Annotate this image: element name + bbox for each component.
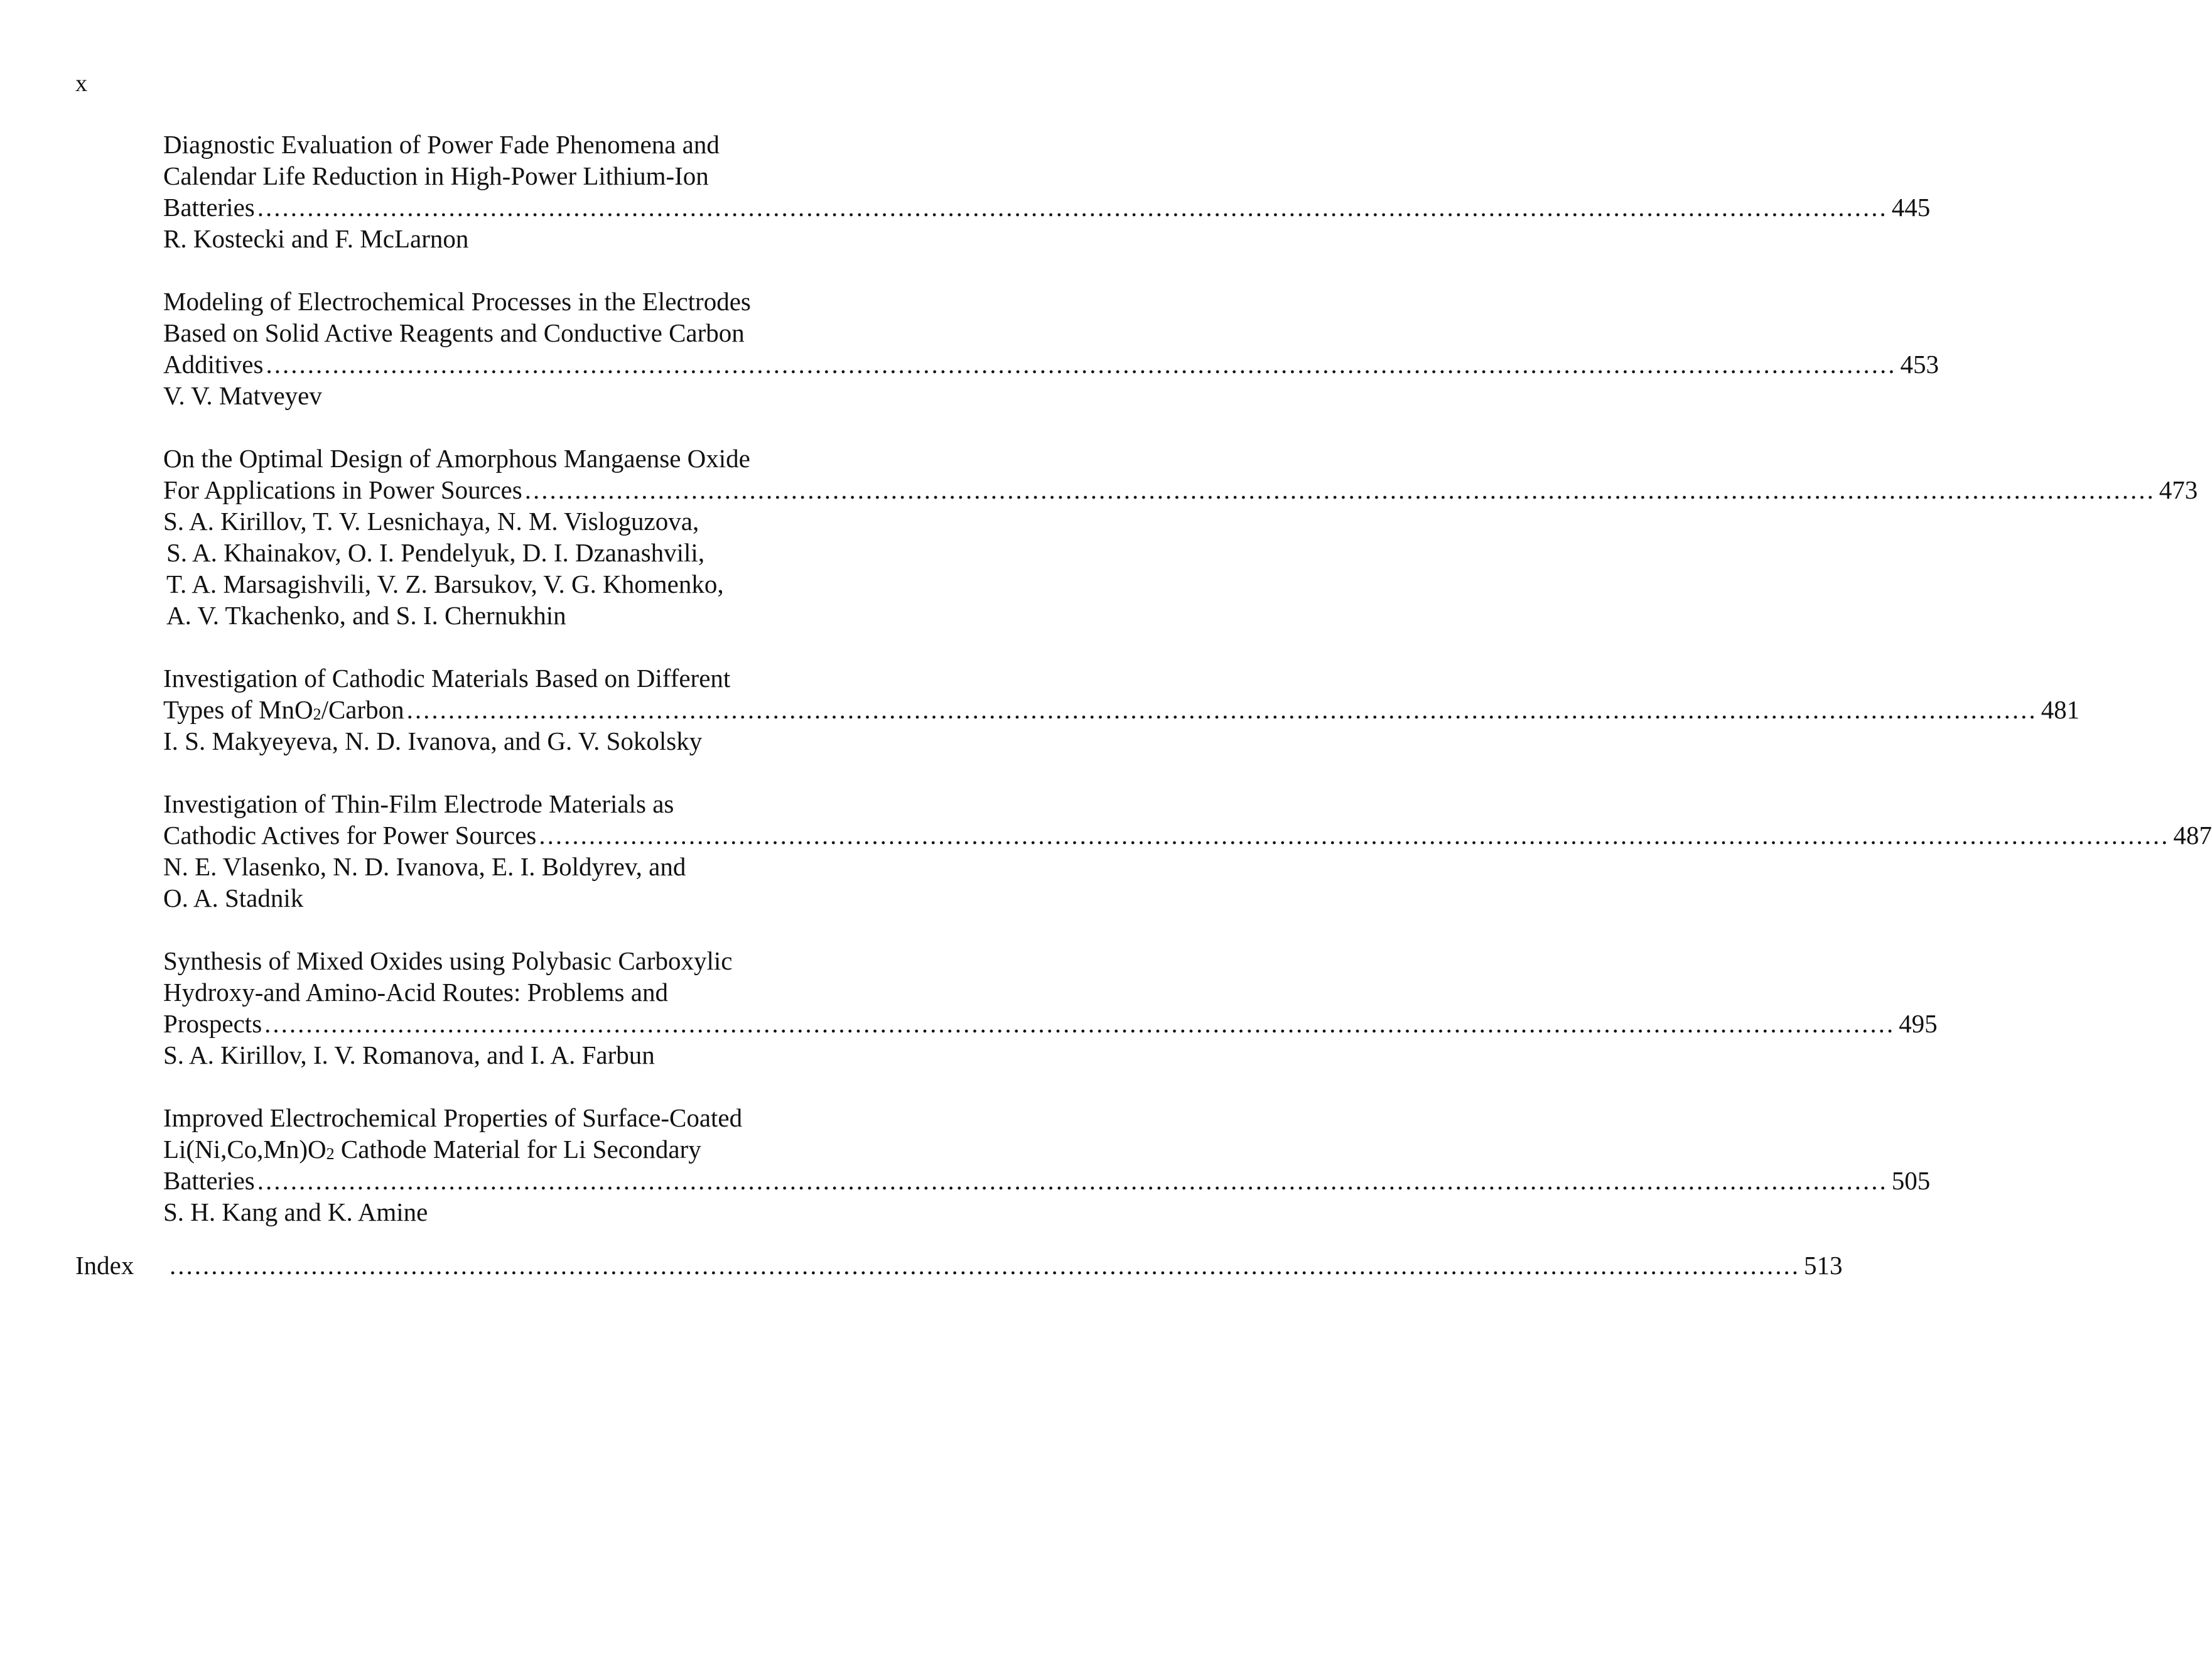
index-label: Index bbox=[75, 1251, 134, 1280]
table-of-contents bbox=[163, 129, 2212, 1259]
entry-authors: T. A. Marsagishvili, V. Z. Barsukov, V. G. Khomenko, bbox=[166, 570, 724, 598]
entry-title-line: Prospects bbox=[163, 1009, 262, 1038]
dot-leader: .................................................................................................................................................................................................... bbox=[170, 1251, 1800, 1280]
page-ref[interactable]: 481 bbox=[2041, 695, 2080, 724]
title-text: Types of MnO bbox=[163, 695, 313, 724]
entry-title-line: Batteries bbox=[163, 1166, 255, 1195]
toc-entry[interactable] bbox=[163, 129, 1931, 254]
entry-title-last-line bbox=[163, 474, 2198, 505]
page-ref[interactable]: 495 bbox=[1899, 1009, 1938, 1038]
entry-authors: R. Kostecki and F. McLarnon bbox=[163, 224, 469, 253]
entry-title-line: Improved Electrochemical Properties of Surface-Coated bbox=[163, 1103, 743, 1132]
title-text: Cathode Material for Li Secondary bbox=[334, 1135, 701, 1164]
entry-title-line: Investigation of Thin-Film Electrode Materials as bbox=[163, 789, 674, 818]
index-entry[interactable] bbox=[75, 1250, 1843, 1281]
entry-authors: S. H. Kang and K. Amine bbox=[163, 1197, 428, 1226]
dot-leader: .................................................................................................................................................................................................... bbox=[266, 350, 1897, 379]
entry-title-last-line bbox=[163, 192, 1931, 223]
entry-title-line: Diagnostic Evaluation of Power Fade Phenomena and bbox=[163, 130, 720, 159]
title-text: Li(Ni,Co,Mn)O bbox=[163, 1135, 326, 1164]
entry-title-line: On the Optimal Design of Amorphous Mangaense Oxide bbox=[163, 444, 750, 473]
toc-entry[interactable] bbox=[163, 1102, 1931, 1228]
page-ref[interactable]: 453 bbox=[1900, 350, 1939, 379]
entry-title-line: Investigation of Cathodic Materials Based on Different bbox=[163, 664, 731, 693]
title-text: /Carbon bbox=[321, 695, 404, 724]
subscript: 2 bbox=[313, 705, 321, 723]
entry-title-line bbox=[163, 1133, 914, 1165]
entry-title-last-line bbox=[163, 349, 1939, 380]
entry-authors: I. S. Makyeyeva, N. D. Ivanova, and G. V. Sokolsky bbox=[163, 727, 703, 755]
entry-title-line: Cathodic Actives for Power Sources bbox=[163, 821, 537, 850]
entry-title-line bbox=[163, 694, 404, 725]
page-ref[interactable]: 487 bbox=[2173, 821, 2212, 850]
entry-title-line: Hydroxy-and Amino-Acid Routes: Problems and bbox=[163, 978, 668, 1007]
toc-entry[interactable] bbox=[163, 286, 1939, 411]
page-ref[interactable]: 473 bbox=[2159, 475, 2198, 504]
subscript: 2 bbox=[326, 1145, 335, 1163]
dot-leader: .................................................................................................................................................................................................... bbox=[257, 193, 1888, 222]
entry-authors: S. A. Khainakov, O. I. Pendelyuk, D. I. Dzanashvili, bbox=[166, 538, 705, 567]
dot-leader: .................................................................................................................................................................................................... bbox=[524, 475, 2155, 504]
entry-authors: O. A. Stadnik bbox=[163, 884, 304, 912]
page-ref[interactable]: 513 bbox=[1804, 1251, 1843, 1280]
entry-title-last-line bbox=[163, 1008, 1938, 1039]
dot-leader: .................................................................................................................................................................................................... bbox=[264, 1009, 1896, 1038]
entry-title-last-line bbox=[163, 819, 2212, 851]
toc-entry[interactable] bbox=[163, 945, 1938, 1071]
entry-authors: N. E. Vlasenko, N. D. Ivanova, E. I. Boldyrev, and bbox=[163, 852, 686, 881]
toc-entry[interactable] bbox=[163, 788, 2212, 914]
entry-title-line: Synthesis of Mixed Oxides using Polybasic Carboxylic bbox=[163, 946, 733, 975]
entry-title-line: Calendar Life Reduction in High-Power Lithium-Ion bbox=[163, 161, 709, 190]
dot-leader: .................................................................................................................................................................................................... bbox=[406, 695, 2037, 724]
entry-title-last-line bbox=[163, 1165, 1931, 1196]
page-ref[interactable]: 445 bbox=[1891, 193, 1931, 222]
page-number: x bbox=[75, 70, 87, 97]
entry-title-line: Based on Solid Active Reagents and Conductive Carbon bbox=[163, 318, 745, 347]
page-ref[interactable]: 505 bbox=[1891, 1166, 1931, 1195]
toc-entry[interactable] bbox=[163, 662, 2080, 757]
entry-title-line: Modeling of Electrochemical Processes in the Electrodes bbox=[163, 287, 751, 316]
entry-title-line: For Applications in Power Sources bbox=[163, 475, 522, 504]
entry-authors: A. V. Tkachenko, and S. I. Chernukhin bbox=[166, 601, 566, 630]
toc-entry[interactable] bbox=[163, 443, 2198, 631]
dot-leader: .................................................................................................................................................................................................... bbox=[539, 821, 2170, 850]
entry-title-line: Batteries bbox=[163, 193, 255, 222]
entry-authors: V. V. Matveyev bbox=[163, 381, 322, 410]
dot-leader: .................................................................................................................................................................................................... bbox=[257, 1166, 1888, 1195]
entry-authors: S. A. Kirillov, I. V. Romanova, and I. A. Farbun bbox=[163, 1041, 655, 1069]
entry-title-last-line bbox=[163, 694, 2080, 725]
entry-title-line: Additives bbox=[163, 350, 264, 379]
entry-authors: S. A. Kirillov, T. V. Lesnichaya, N. M. Visloguzova, bbox=[163, 507, 699, 536]
